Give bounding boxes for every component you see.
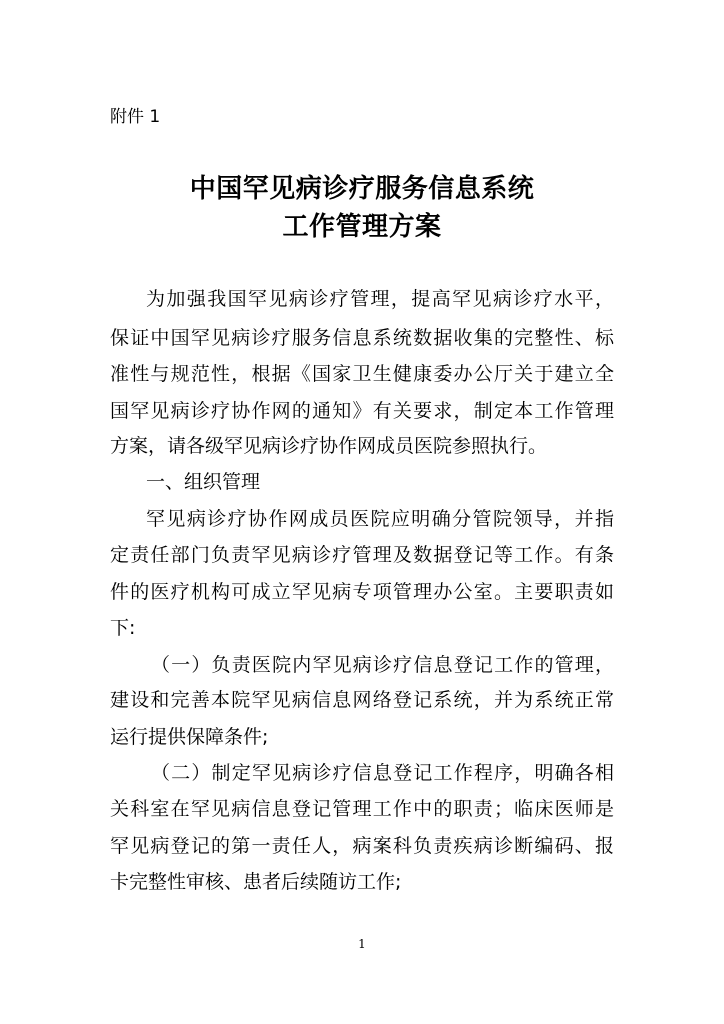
paragraph-line: 件的医疗机构可成立罕见病专项管理办公室。主要职责如	[110, 581, 614, 603]
paragraph-line: 下:	[110, 617, 136, 639]
paragraph-line: 保证中国罕见病诊疗服务信息系统数据收集的完整性、标	[110, 327, 614, 349]
list-item-line: 罕见病登记的第一责任人，病案科负责疾病诊断编码、报	[110, 835, 614, 857]
paragraph-line: 方案，请各级罕见病诊疗协作网成员医院参照执行。	[110, 435, 548, 457]
document-title-line-2: 工作管理方案	[282, 212, 442, 242]
page-number: 1	[358, 937, 366, 951]
paragraph-line: 定责任部门负责罕见病诊疗管理及数据登记等工作。有条	[110, 544, 614, 566]
list-item-line: 卡完整性审核、患者后续随访工作;	[110, 871, 402, 893]
list-item-line: 建设和完善本院罕见病信息网络登记系统，并为系统正常	[110, 689, 614, 711]
paragraph-line: 罕见病诊疗协作网成员医院应明确分管院领导，并指	[146, 508, 614, 530]
list-item-line: （一）负责医院内罕见病诊疗信息登记工作的管理，	[151, 654, 614, 676]
paragraph-line: 准性与规范性，根据《国家卫生健康委办公厅关于建立全	[110, 363, 614, 385]
document-title-line-1: 中国罕见病诊疗服务信息系统	[189, 174, 535, 204]
section-heading: 一、组织管理	[146, 471, 261, 493]
list-item-line: （二）制定罕见病诊疗信息登记工作程序，明确各相	[151, 762, 614, 784]
attachment-label: 附件 1	[110, 107, 161, 127]
list-item-line: 运行提供保障条件;	[110, 726, 269, 748]
paragraph-line: 为加强我国罕见病诊疗管理，提高罕见病诊疗水平，	[146, 288, 614, 310]
paragraph-line: 国罕见病诊疗协作网的通知》有关要求，制定本工作管理	[110, 400, 614, 422]
list-item-line: 关科室在罕见病信息登记管理工作中的职责；临床医师是	[110, 798, 614, 820]
